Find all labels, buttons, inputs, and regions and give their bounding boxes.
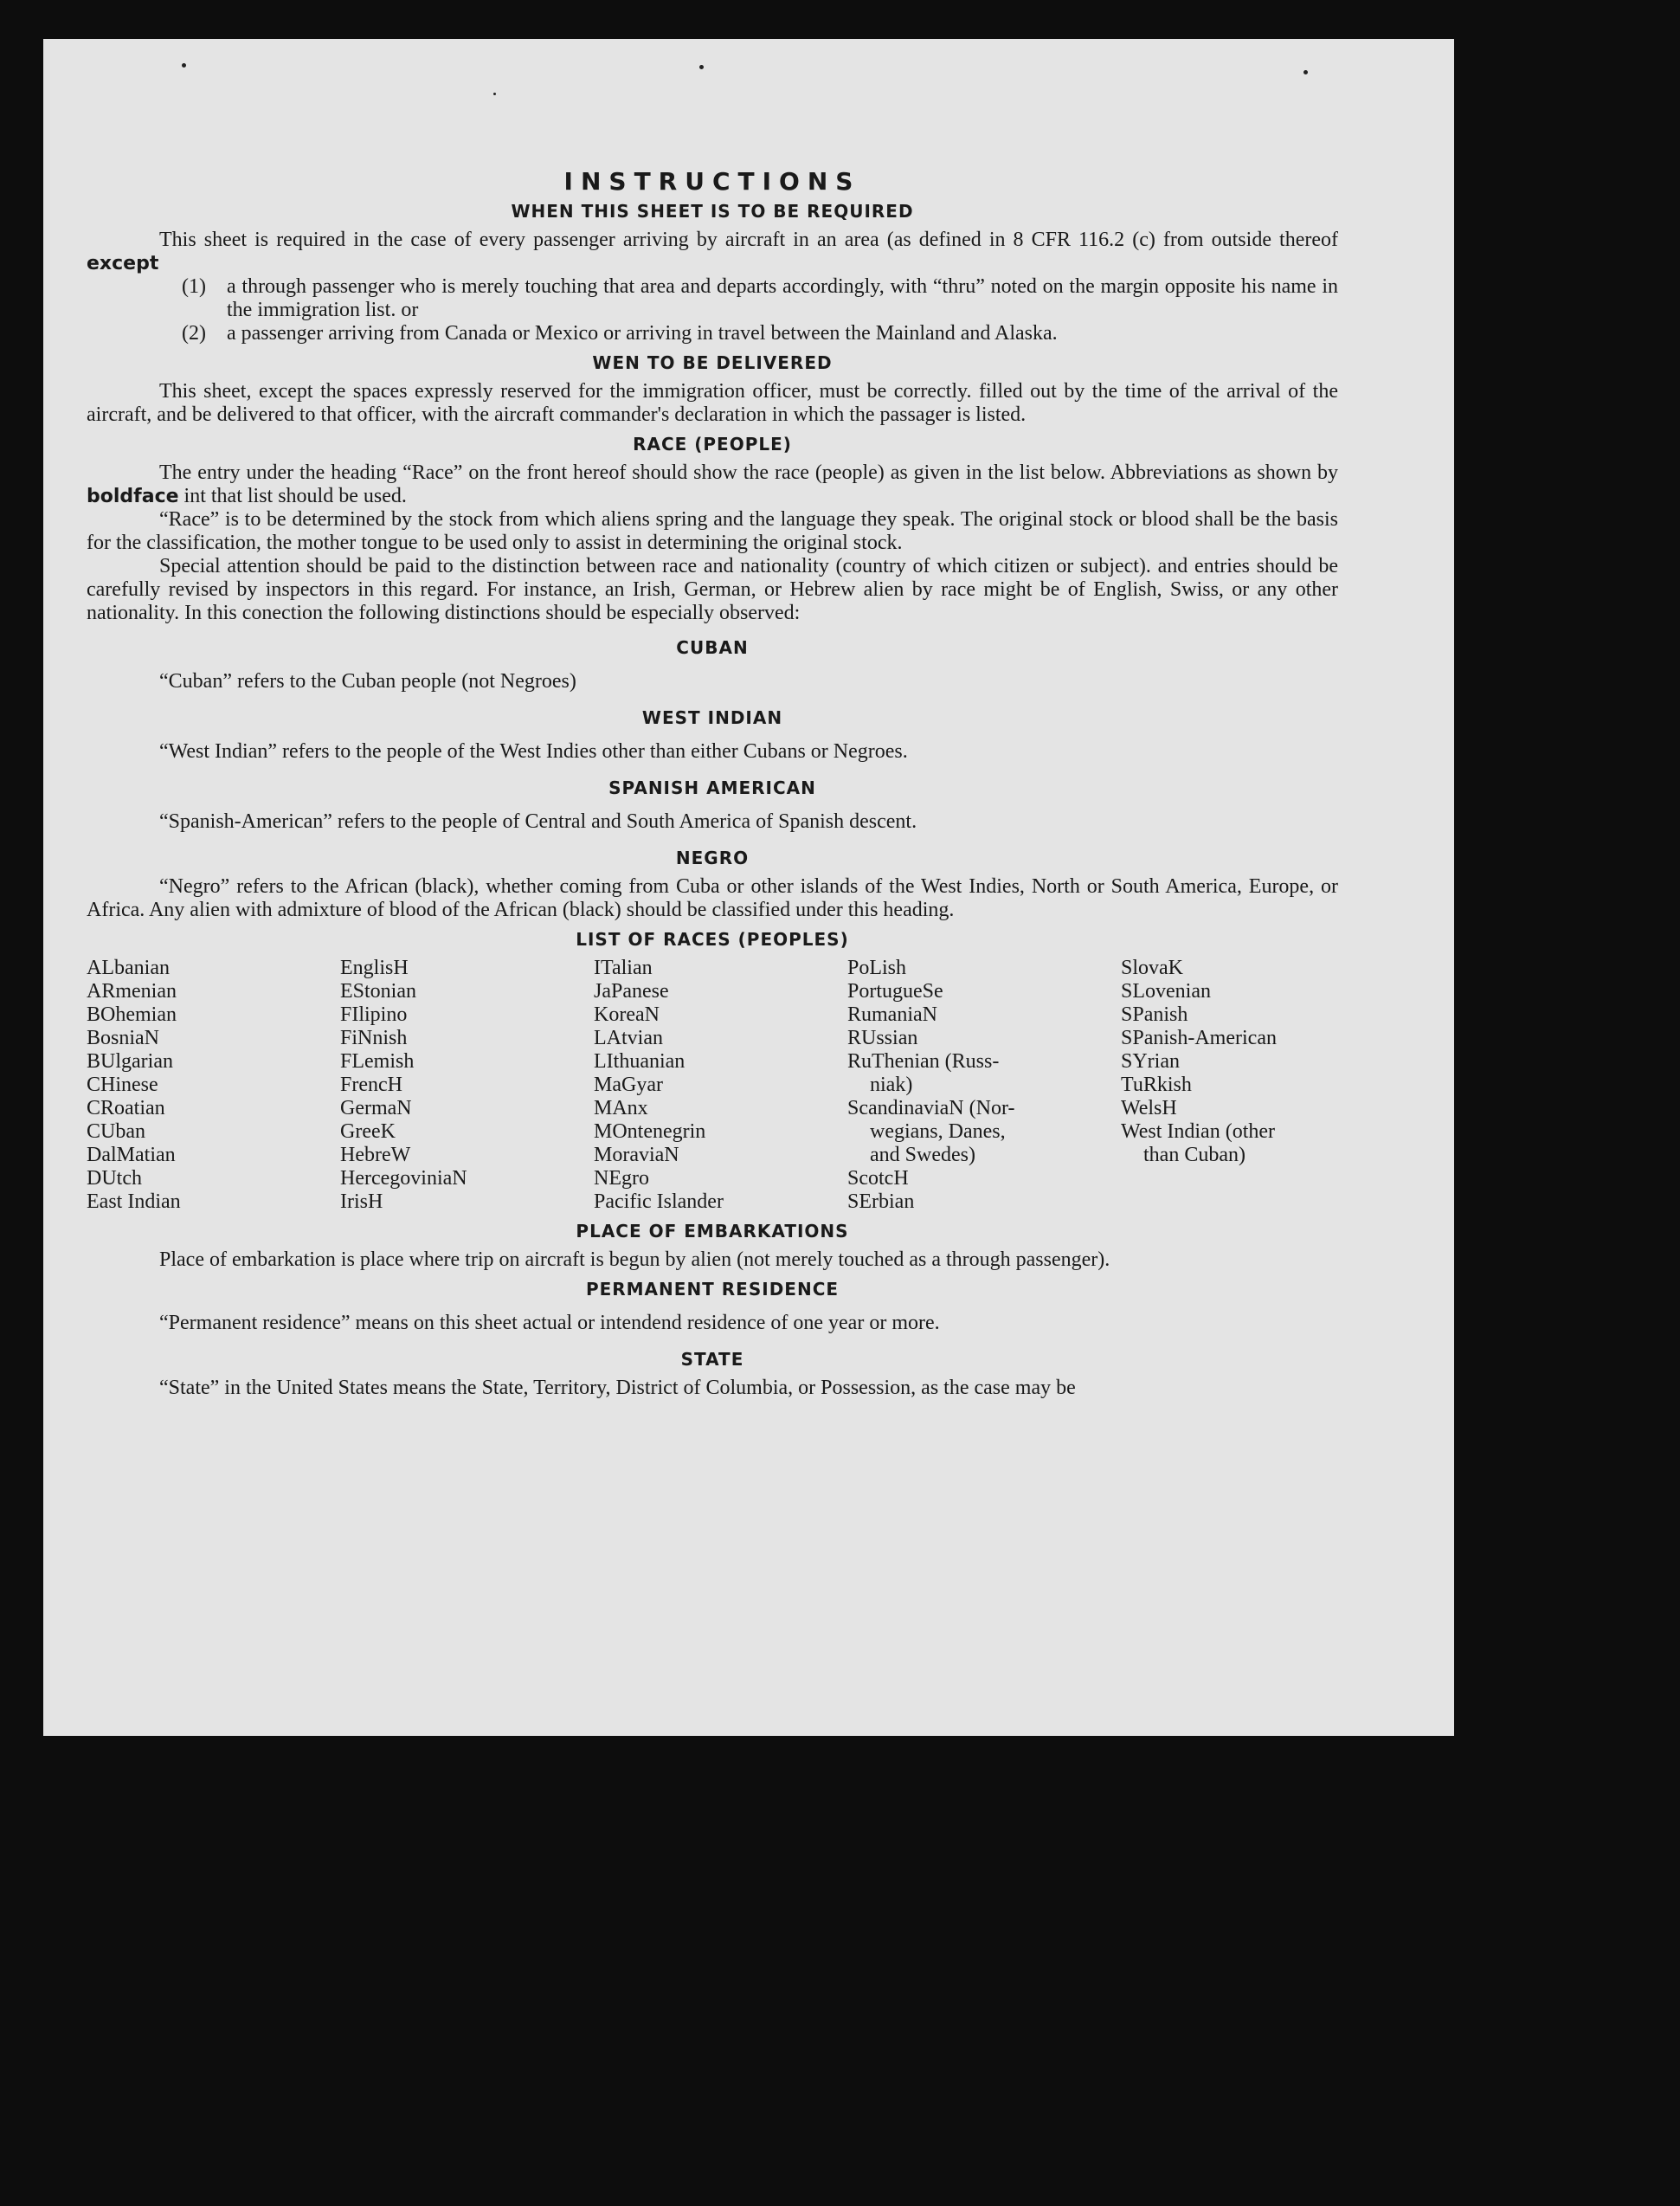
paragraph-text: This sheet is required in the case of every passenger arriving by aircraft in an area (as defined in 8 CFR 116.2 (c) from outside thereof <box>159 229 1338 251</box>
list-item: WelsH <box>1121 1097 1177 1119</box>
bold-boldface: boldface <box>87 486 179 507</box>
list-item: ITalian <box>594 957 653 979</box>
list-item: MaGyar <box>594 1074 663 1096</box>
item-number: (1) <box>182 275 206 298</box>
list-item: ARmenian <box>87 980 177 1003</box>
list-item: CUban <box>87 1120 145 1143</box>
list-item: MAnx <box>594 1097 648 1119</box>
list-item: ScandinaviaN (Nor- <box>847 1097 1015 1119</box>
list-item: and Swedes) <box>870 1144 975 1166</box>
paragraph-text: int that list should be used. <box>178 485 407 507</box>
list-item: DalMatian <box>87 1144 176 1166</box>
paragraph-west-indian: “West Indian” refers to the people of the West Indies other than either Cubans or Negroes. <box>159 740 908 763</box>
list-item: ScotcH <box>847 1167 909 1190</box>
paragraph-spanish-american: “Spanish-American” refers to the people of Central and South America of Spanish descent. <box>159 810 917 833</box>
list-item: BUlgarian <box>87 1050 173 1073</box>
list-item: RumaniaN <box>847 1003 937 1026</box>
speck <box>699 65 704 69</box>
list-item: GermaN <box>340 1097 412 1119</box>
list-item: CHinese <box>87 1074 158 1096</box>
list-item: EStonian <box>340 980 416 1003</box>
bold-except: except <box>87 253 159 274</box>
paragraph-required <box>87 229 1338 275</box>
races-column-5 <box>1121 957 1337 1214</box>
races-column-1 <box>87 957 340 1214</box>
list-item: LIthuanian <box>594 1050 686 1073</box>
speck <box>182 63 186 68</box>
list-item: BosniaN <box>87 1027 159 1049</box>
speck <box>493 93 496 95</box>
heading-cuban: CUBAN <box>676 637 749 658</box>
paragraph-embarkation: Place of embarkation is place where trip on aircraft is begun by alien (not merely touched as a through passenger). <box>159 1248 1110 1271</box>
list-item: HebreW <box>340 1144 411 1166</box>
paragraph-permanent-residence: “Permanent residence” means on this sheet actual or intendend residence of one year or more. <box>159 1312 940 1334</box>
list-item: JaPanese <box>594 980 669 1003</box>
heading-state: STATE <box>680 1349 744 1370</box>
list-item: SErbian <box>847 1190 915 1213</box>
page-title: INSTRUCTIONS <box>563 167 861 196</box>
list-item: SPanish-American <box>1121 1027 1277 1049</box>
list-item: Pacific Islander <box>594 1190 724 1213</box>
heading-when-required: WHEN THIS SHEET IS TO BE REQUIRED <box>511 201 914 222</box>
list-item: than Cuban) <box>1143 1144 1246 1166</box>
paragraph-negro: “Negro” refers to the African (black), whether coming from Cuba or other islands of the West Indies, North or South America, Europe, or Africa. Any alien with admixture of blood of the African (black) should be classified under this heading. <box>87 875 1338 921</box>
exception-item-1 <box>182 275 1338 322</box>
heading-permanent-residence: PERMANENT RESIDENCE <box>585 1279 840 1300</box>
list-item: SlovaK <box>1121 957 1183 979</box>
heading-negro: NEGRO <box>675 848 750 868</box>
list-item: FrencH <box>340 1074 402 1096</box>
list-item: ALbanian <box>87 957 170 979</box>
list-item: TuRkish <box>1121 1074 1192 1096</box>
list-item: wegians, Danes, <box>870 1120 1006 1143</box>
document-page <box>43 39 1454 1736</box>
paragraph-race-2: “Race” is to be determined by the stock from which aliens spring and the language they speak. The original stock or blood shall be the basis for the classification, the mother tongue to be used only to assist in determining the original stock. <box>87 508 1338 554</box>
list-item: RuThenian (Russ- <box>847 1050 1000 1073</box>
list-item: niak) <box>870 1074 913 1096</box>
item-text: a through passenger who is merely touching that area and departs accordingly, with “thru” noted on the margin opposite his name in the immigration list. or <box>227 275 1338 321</box>
paragraph-delivered: This sheet, except the spaces expressly reserved for the immigration officer, must be correctly. filled out by the time of the arrival of the aircraft, and be delivered to that officer, with the aircraft commander's declaration in which the passager is listed. <box>87 380 1338 426</box>
list-item: DUtch <box>87 1167 142 1190</box>
list-item: MOntenegrin <box>594 1120 706 1143</box>
list-item: East Indian <box>87 1190 181 1213</box>
list-item: PoLish <box>847 957 907 979</box>
list-item: SLovenian <box>1121 980 1211 1003</box>
list-item: FLemish <box>340 1050 415 1073</box>
paragraph-cuban: “Cuban” refers to the Cuban people (not Negroes) <box>159 670 576 693</box>
heading-race: RACE (PEOPLE) <box>633 434 792 455</box>
list-item: BOhemian <box>87 1003 177 1026</box>
exception-item-2 <box>182 322 1338 345</box>
heading-west-indian: WEST INDIAN <box>641 707 783 728</box>
item-text: a passenger arriving from Canada or Mexico or arriving in travel between the Mainland and Alaska. <box>227 322 1058 345</box>
list-item: NEgro <box>594 1167 649 1190</box>
list-item: GreeK <box>340 1120 396 1143</box>
list-item: HercegovinіaN <box>340 1167 467 1190</box>
list-item: FiNnish <box>340 1027 408 1049</box>
races-list <box>87 957 1338 1214</box>
list-item: West Indian (other <box>1121 1120 1276 1143</box>
paragraph-text: The entry under the heading “Race” on the front hereof should show the race (people) as given in the list below. Abbreviations as shown by <box>159 461 1338 484</box>
list-item: RUssian <box>847 1027 918 1049</box>
paragraph-state: “State” in the United States means the State, Territory, District of Columbia, or Possession, as the case may be <box>159 1377 1076 1399</box>
heading-spanish-american: SPANISH AMERICAN <box>608 777 816 798</box>
list-item: PortugueSe <box>847 980 943 1003</box>
paragraph-race-1 <box>87 461 1338 508</box>
list-item: KoreaN <box>594 1003 660 1026</box>
heading-embarkation: PLACE OF EMBARKATIONS <box>576 1221 849 1242</box>
document-content <box>87 164 1338 1400</box>
races-column-2 <box>340 957 594 1214</box>
list-item: FIlipino <box>340 1003 408 1026</box>
list-item: CRoatian <box>87 1097 165 1119</box>
list-item: EnglisH <box>340 957 409 979</box>
races-column-3 <box>594 957 847 1214</box>
list-item: SYrian <box>1121 1050 1180 1073</box>
list-item: SPanish <box>1121 1003 1188 1026</box>
races-column-4 <box>847 957 1121 1214</box>
item-number: (2) <box>182 322 206 345</box>
heading-when-delivered: WEN TO BE DELIVERED <box>592 352 833 373</box>
heading-list-of-races: LIST OF RACES (PEOPLES) <box>576 929 849 950</box>
list-item: MoraviaN <box>594 1144 679 1166</box>
list-item: LAtvian <box>594 1027 663 1049</box>
speck <box>1303 70 1308 74</box>
paragraph-race-3: Special attention should be paid to the distinction between race and nationality (country of which citizen or subject). and entries should be carefully revised by inspectors in this regard. For instance, an Irish, German, or Hebrew alien by race might be of English, Swiss, or any other nationality. In this conection the following distinctions should be especially observed: <box>87 555 1338 624</box>
list-item: IrisH <box>340 1190 383 1213</box>
